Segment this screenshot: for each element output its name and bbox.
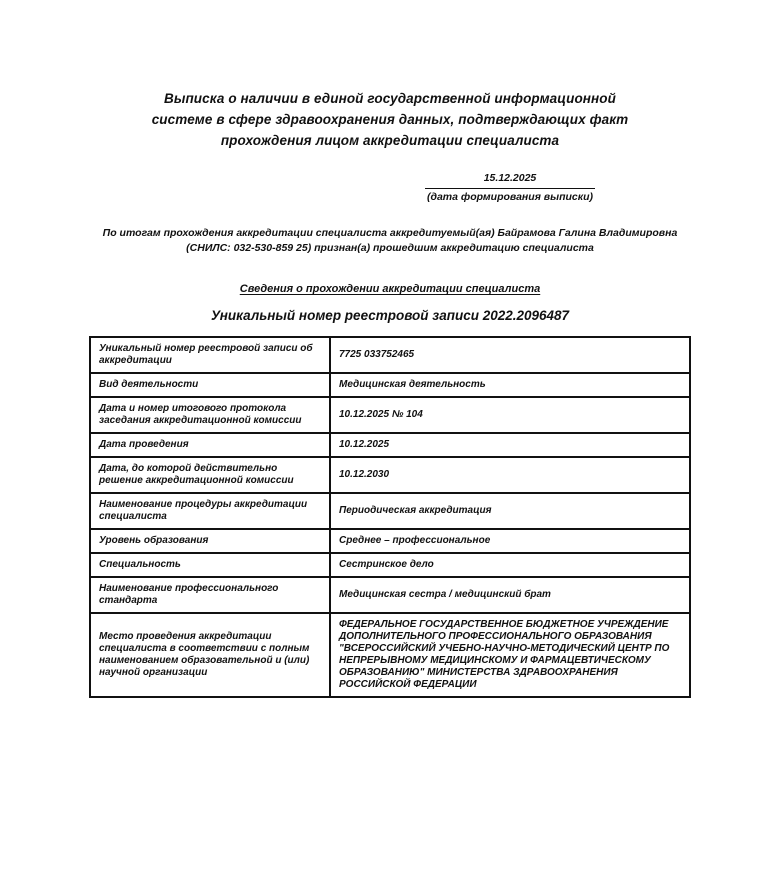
row-value-registry-number: 7725 033752465 [330,337,690,373]
row-label-specialty: Специальность [90,553,330,577]
row-value-professional-standard: Медицинская сестра / медицинский брат [330,577,690,613]
row-label-professional-standard: Наименование профессионального стандарта [90,577,330,613]
row-value-date-held: 10.12.2025 [330,433,690,457]
formation-date-value: 15.12.2025 [483,172,537,184]
document-title-line-2: системе в сфере здравоохранения данных, подтверждающих факт [151,112,629,127]
document-title-line-1: Выписка о наличии в единой государственной информационной [163,91,616,106]
row-label-protocol: Дата и номер итогового протокола заседания аккредитационной комиссии [90,397,330,433]
table-row [90,373,690,397]
table-row [90,433,690,457]
row-label-education-level: Уровень образования [90,529,330,553]
registry-record-heading: Уникальный номер реестровой записи 2022.2096487 [210,308,570,323]
row-label-venue-organization: Место проведения аккредитации специалиста в соответствии с полным наименованием образовательной и (или) научной организации [90,613,330,697]
row-value-valid-until: 10.12.2030 [330,457,690,493]
row-value-venue-organization: ФЕДЕРАЛЬНОЕ ГОСУДАРСТВЕННОЕ БЮДЖЕТНОЕ УЧРЕЖДЕНИЕ ДОПОЛНИТЕЛЬНОГО ПРОФЕССИОНАЛЬНОГО ОБРАЗОВАНИЯ "ВСЕРОССИЙСКИЙ УЧЕБНО-НАУЧНО-МЕТОДИЧЕСКИЙ ЦЕНТР ПО НЕПРЕРЫВНОМУ МЕДИЦИНСКОМУ И ФАРМАЦЕВТИЧЕСКОМУ ОБРАЗОВАНИЮ" МИНИСТЕРСТВА ЗДРАВООХРАНЕНИЯ РОССИЙСКОЙ ФЕДЕРАЦИИ [330,613,690,697]
row-value-procedure-name: Периодическая аккредитация [330,493,690,529]
row-label-activity-type: Вид деятельности [90,373,330,397]
row-value-specialty: Сестринское дело [330,553,690,577]
accreditation-result-paragraph: По итогам прохождения аккредитации специалиста аккредитуемый(ая) Байрамова Галина Владимировна (СНИЛС: 032-530-859 25) признан(а) прошедшим аккредитацию специалиста [102,227,678,254]
row-label-procedure-name: Наименование процедуры аккредитации специалиста [90,493,330,529]
section-heading: Сведения о прохождении аккредитации специалиста [239,283,541,295]
row-value-education-level: Среднее – профессиональное [330,529,690,553]
formation-date-block [425,172,595,204]
document-title-line-3: прохождения лицом аккредитации специалиста [220,133,560,148]
table-row [90,337,690,373]
table-row [90,457,690,493]
formation-date-caption: (дата формирования выписки) [426,191,594,203]
document-title [89,88,691,151]
row-value-protocol: 10.12.2025 № 104 [330,397,690,433]
row-label-valid-until: Дата, до которой действительно решение аккредитационной комиссии [90,457,330,493]
row-value-activity-type: Медицинская деятельность [330,373,690,397]
row-label-date-held: Дата проведения [90,433,330,457]
table-row [90,529,690,553]
table-row [90,397,690,433]
document-content [89,0,691,698]
table-row [90,613,690,697]
accreditation-details-table [89,336,691,698]
table-row [90,493,690,529]
table-row [90,577,690,613]
row-label-registry-number: Уникальный номер реестровой записи об аккредитации [90,337,330,373]
table-row [90,553,690,577]
